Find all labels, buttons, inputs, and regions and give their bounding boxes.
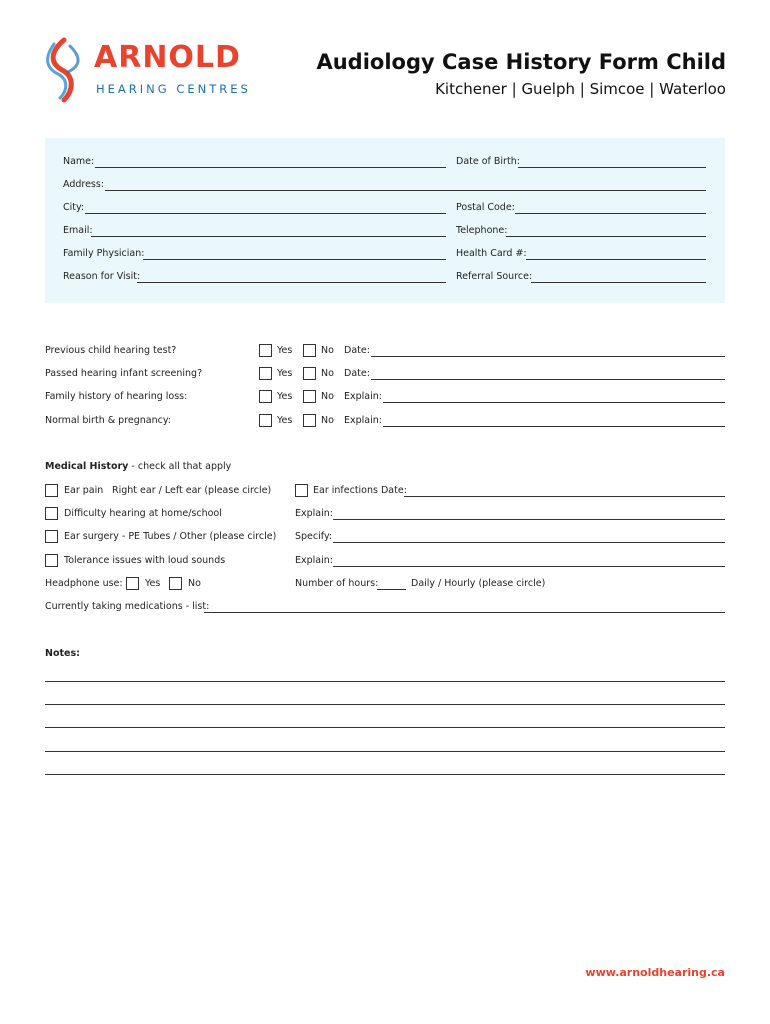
q1-no-checkbox[interactable] [303,344,316,357]
referral-field[interactable] [531,282,706,283]
logo-wordmark: ARNOLD [94,40,241,75]
surgery-specify-field[interactable] [333,542,725,543]
headphone-no-label: No [188,578,201,589]
q2-no-label: No [321,368,334,379]
email-label: Email: [63,225,93,236]
hours-field[interactable] [377,589,406,590]
headphone-label: Headphone use: [45,578,123,589]
q2-yes-label: Yes [277,368,293,379]
page-title: Audiology Case History Form Child [316,50,726,74]
q1-date-field[interactable] [371,356,725,357]
email-field[interactable] [91,236,446,237]
hours-label: Number of hours: [295,578,379,589]
notes-line[interactable] [45,727,725,728]
q3-explain-field[interactable] [383,402,725,403]
q4-yes-label: Yes [277,415,293,426]
q4-yes-checkbox[interactable] [259,414,272,427]
tolerance-label: Tolerance issues with loud sounds [64,555,226,566]
q3-yes-checkbox[interactable] [259,390,272,403]
q2-yes-checkbox[interactable] [259,367,272,380]
health-card-label: Health Card #: [456,248,527,259]
difficulty-explain-field[interactable] [333,519,725,520]
medical-history-heading [45,461,231,472]
website-link[interactable]: www.arnoldhearing.ca [585,966,725,979]
ear-infections-label: Ear infections Date: [313,485,407,496]
ear-pain-checkbox[interactable] [45,484,58,497]
q2-date-label: Date: [344,368,370,379]
address-label: Address: [63,179,105,190]
notes-line[interactable] [45,751,725,752]
medications-label: Currently taking medications - list: [45,601,210,612]
notes-line[interactable] [45,681,725,682]
health-card-field[interactable] [526,259,706,260]
ear-surgery-label: Ear surgery - PE Tubes / Other (please circle) [64,531,277,542]
dob-field[interactable] [518,167,706,168]
notes-line[interactable] [45,774,725,775]
locations-subtitle: Kitchener | Guelph | Simcoe | Waterloo [435,80,726,98]
notes-label: Notes: [45,648,80,659]
postal-field[interactable] [515,213,706,214]
reason-label: Reason for Visit: [63,271,141,282]
medications-field[interactable] [204,612,725,613]
logo [42,36,272,106]
ear-infections-date-field[interactable] [404,496,725,497]
headphone-no-checkbox[interactable] [169,577,182,590]
difficulty-hearing-checkbox[interactable] [45,507,58,520]
q2-label: Passed hearing infant screening? [45,368,203,379]
name-label: Name: [63,156,95,167]
q1-label: Previous child hearing test? [45,345,177,356]
ear-surgery-checkbox[interactable] [45,530,58,543]
surgery-specify-label: Specify: [295,531,333,542]
q1-yes-checkbox[interactable] [259,344,272,357]
notes-line[interactable] [45,704,725,705]
postal-label: Postal Code: [456,202,515,213]
q1-yes-label: Yes [277,345,293,356]
q4-no-checkbox[interactable] [303,414,316,427]
physician-label: Family Physician: [63,248,145,259]
city-label: City: [63,202,85,213]
q3-no-label: No [321,391,334,402]
q4-explain-label: Explain: [344,415,382,426]
address-field[interactable] [105,190,706,191]
name-field[interactable] [95,167,446,168]
ear-pain-side-label: Right ear / Left ear (please circle) [112,485,272,496]
contact-info-panel [45,138,725,303]
q2-date-field[interactable] [371,379,725,380]
ear-infections-checkbox[interactable] [295,484,308,497]
dob-label: Date of Birth: [456,156,520,167]
q2-no-checkbox[interactable] [303,367,316,380]
referral-label: Referral Source: [456,271,533,282]
daily-hourly-label: Daily / Hourly (please circle) [411,578,546,589]
q3-explain-label: Explain: [344,391,382,402]
q3-yes-label: Yes [277,391,293,402]
ear-pain-label: Ear pain [64,485,104,496]
tolerance-checkbox[interactable] [45,554,58,567]
difficulty-explain-label: Explain: [295,508,333,519]
headphone-yes-label: Yes [145,578,161,589]
headphone-yes-checkbox[interactable] [126,577,139,590]
q4-label: Normal birth & pregnancy: [45,415,171,426]
q4-no-label: No [321,415,334,426]
physician-field[interactable] [143,259,446,260]
q3-label: Family history of hearing loss: [45,391,188,402]
q3-no-checkbox[interactable] [303,390,316,403]
telephone-label: Telephone: [456,225,508,236]
reason-field[interactable] [137,282,446,283]
q1-date-label: Date: [344,345,370,356]
tolerance-explain-label: Explain: [295,555,333,566]
difficulty-hearing-label: Difficulty hearing at home/school [64,508,222,519]
logo-swirl-icon [42,36,84,104]
q1-no-label: No [321,345,334,356]
city-field[interactable] [85,213,446,214]
telephone-field[interactable] [506,236,706,237]
medical-history-note: - check all that apply [131,461,232,472]
logo-subtitle: HEARING CENTRES [96,82,251,96]
q4-explain-field[interactable] [383,426,725,427]
medical-history-title: Medical History [45,461,129,472]
tolerance-explain-field[interactable] [333,566,725,567]
